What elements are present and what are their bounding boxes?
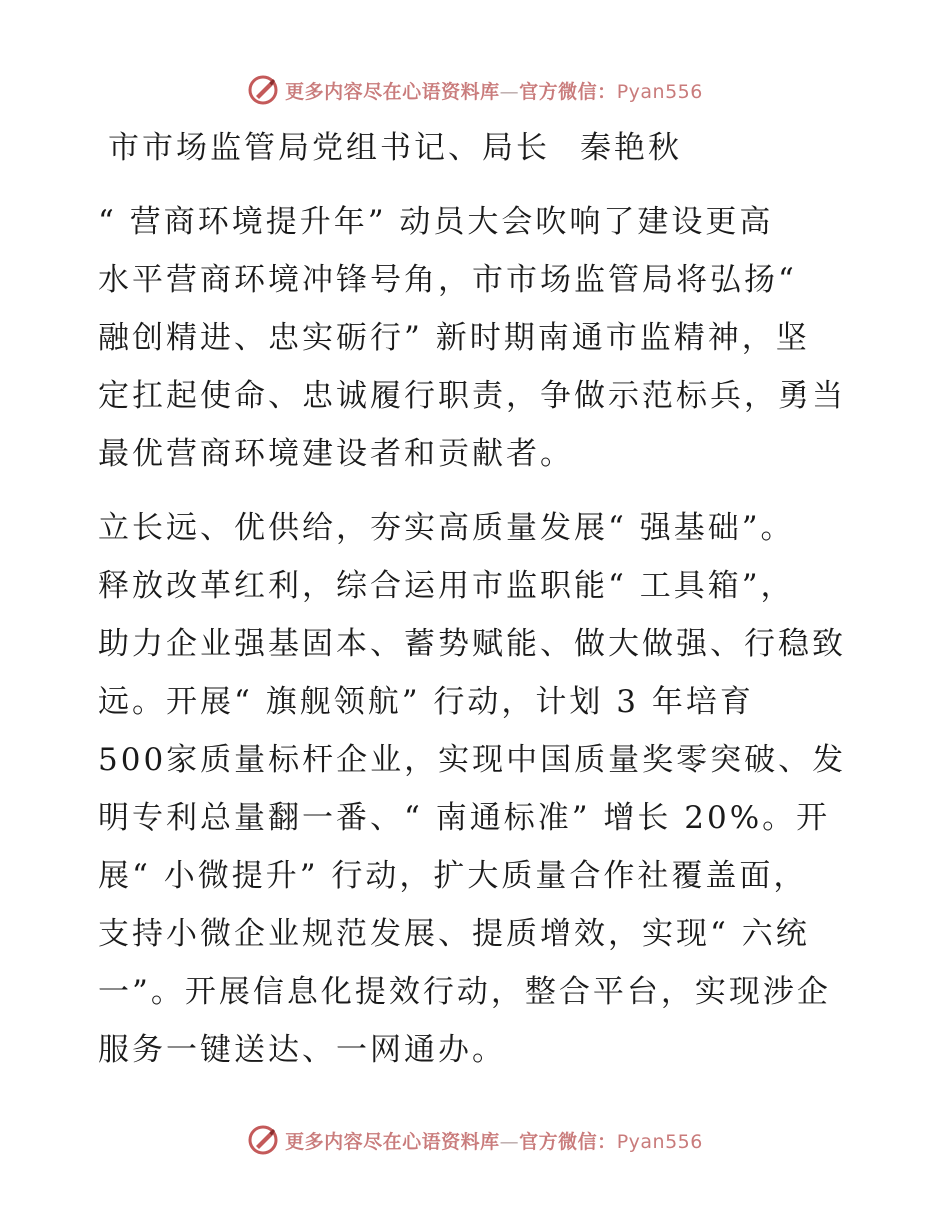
title-name: 秦艳秋 (580, 130, 682, 166)
watermark-header (0, 72, 950, 108)
text-line: 最优营商环境建设者和贡献者。 (98, 436, 574, 472)
watermark-text: 更多内容尽在心语资料库—官方微信：Pyan556 (285, 80, 703, 103)
paragraph-2 (98, 499, 858, 1079)
paragraph-1 (98, 193, 858, 483)
text-line: 展“ 小微提升” 行动，扩大质量合作社覆盖面， (98, 858, 808, 894)
text-line: 融创精进、忠实砺行” 新时期南通市监精神，坚 (98, 320, 810, 356)
title-organization: 市市场监管局党组书记、局长 (108, 130, 550, 166)
text-line: 助力企业强基固本、蓄势赋能、做大做强、行稳致 (98, 626, 846, 662)
watermark-logo-icon (247, 1124, 279, 1156)
watermark-text: 更多内容尽在心语资料库—官方微信：Pyan556 (285, 1130, 703, 1153)
text-line: 一”。开展信息化提效行动，整合平台，实现涉企 (98, 974, 831, 1010)
text-line: 远。开展“ 旗舰领航” 行动，计划 3 年培育 (98, 684, 754, 720)
watermark-footer (0, 1122, 950, 1158)
watermark-logo-icon (247, 74, 279, 106)
text-line: 立长远、优供给，夯实高质量发展“ 强基础”。 (98, 510, 795, 546)
text-line: 定扛起使命、忠诚履行职责，争做示范标兵，勇当 (98, 378, 846, 414)
text-line: 明专利总量翻一番、“ 南通标准” 增长 20%。开 (98, 800, 831, 836)
text-line: “ 营商环境提升年” 动员大会吹响了建设更高 (98, 204, 774, 240)
text-line: 支持小微企业规范发展、提质增效，实现“ 六统 (98, 916, 810, 952)
text-line: 500家质量标杆企业，实现中国质量奖零突破、发 (98, 742, 847, 778)
text-line: 服务一键送达、一网通办。 (98, 1032, 506, 1068)
text-line: 释放改革红利，综合运用市监职能“ 工具箱”， (98, 568, 795, 604)
text-line: 水平营商环境冲锋号角，市市场监管局将弘扬“ (98, 262, 797, 298)
document-title (108, 125, 868, 171)
